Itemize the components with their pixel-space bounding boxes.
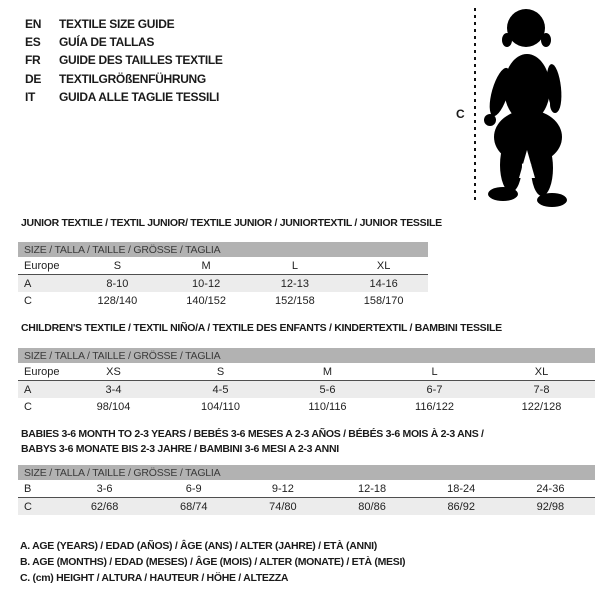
- table-cell: XL: [534, 365, 549, 378]
- table-cell: M: [322, 365, 333, 378]
- footnote-legend: [20, 538, 405, 587]
- table-cell: 3-6: [96, 482, 113, 495]
- table-cell: S: [216, 365, 225, 378]
- table-row: [18, 498, 595, 516]
- table-cell: 7-8: [488, 381, 595, 399]
- babies-textile-table: [18, 465, 595, 515]
- table-row: [18, 363, 595, 381]
- table-cell: 14-16: [339, 275, 428, 293]
- table-row: [18, 292, 428, 309]
- table-cell: 116/122: [415, 400, 454, 413]
- childrens-textile-table: [18, 348, 595, 415]
- footnote-age-years: A. AGE (YEARS) / EDAD (AÑOS) / ÂGE (ANS) / ALTER (JAHRE) / ETÀ (ANNI): [20, 540, 377, 552]
- table-cell: 110/116: [308, 400, 347, 413]
- table-cell: 152/158: [274, 294, 315, 307]
- table-cell: 10-12: [162, 275, 251, 293]
- row-label: C: [18, 498, 60, 516]
- height-measure-label: C: [456, 107, 465, 121]
- table-cell: S: [113, 259, 122, 272]
- babies-title-line2: BABYS 3-6 MONATE BIS 2-3 JAHRE / BAMBINI 3-6 MESI A 2-3 ANNI: [21, 442, 339, 455]
- size-header-bar: [18, 348, 595, 363]
- table-cell: 86/92: [417, 498, 506, 516]
- language-code: IT: [25, 89, 36, 104]
- table-cell: 80/86: [327, 498, 416, 516]
- language-code: DE: [25, 71, 42, 86]
- table-cell: 158/170: [363, 294, 404, 307]
- babies-textile-title: [18, 427, 595, 456]
- table-cell: 74/80: [238, 498, 327, 516]
- footnote-age-months: B. AGE (MONTHS) / EDAD (MESES) / ÂGE (MOIS) / ALTER (MONATE) / ETÀ (MESI): [20, 556, 406, 569]
- table-row: [18, 381, 595, 399]
- table-cell: 12-13: [251, 275, 340, 293]
- size-header-bar: [18, 242, 428, 257]
- table-row: [18, 257, 428, 275]
- junior-textile-table: [18, 242, 428, 309]
- table-cell: 140/152: [186, 294, 226, 307]
- table-cell: 24-36: [536, 482, 565, 495]
- table-cell: 18-24: [447, 482, 476, 495]
- table-cell: M: [201, 259, 211, 272]
- junior-textile-title: JUNIOR TEXTILE / TEXTIL JUNIOR/ TEXTILE JUNIOR / JUNIORTEXTIL / JUNIOR TESSILE: [21, 217, 442, 229]
- table-cell: 122/128: [521, 400, 562, 413]
- language-code: ES: [25, 35, 41, 50]
- language-title: GUÍA DE TALLAS: [59, 35, 155, 50]
- row-label: Europe: [24, 259, 60, 272]
- table-cell: L: [431, 365, 438, 378]
- junior-textile-section: [18, 217, 442, 309]
- language-row: [25, 33, 223, 51]
- language-title: GUIDA ALLE TAGLIE TESSILI: [59, 89, 220, 104]
- table-cell: 4-5: [167, 381, 274, 399]
- row-label: C: [24, 294, 32, 307]
- language-title: TEXTILGRÖßENFÜHRUNG: [59, 71, 206, 86]
- table-row: [18, 275, 428, 293]
- language-code: FR: [25, 53, 41, 68]
- row-label: A: [18, 275, 73, 293]
- size-header-label: SIZE / TALLA / TAILLE / GRÖSSE / TAGLIA: [18, 348, 595, 363]
- table-cell: 6-7: [381, 381, 488, 399]
- row-label: A: [18, 381, 60, 399]
- babies-textile-section: [18, 427, 595, 515]
- footnote-height-cm: C. (cm) HEIGHT / ALTURA / HAUTEUR / HÖHE / ALTEZZA: [20, 572, 289, 585]
- table-cell: 5-6: [274, 381, 381, 399]
- table-cell: 9-12: [271, 482, 294, 495]
- table-cell: 12-18: [357, 482, 387, 495]
- language-row: [25, 88, 223, 106]
- size-header-label: SIZE / TALLA / TAILLE / GRÖSSE / TAGLIA: [18, 242, 428, 257]
- row-label: C: [24, 400, 32, 413]
- table-cell: 128/140: [97, 294, 138, 307]
- size-header-label: SIZE / TALLA / TAILLE / GRÖSSE / TAGLIA: [18, 465, 595, 480]
- size-header-bar: [18, 465, 595, 480]
- table-cell: XS: [106, 365, 121, 378]
- table-cell: 92/98: [506, 498, 595, 516]
- language-title: TEXTILE SIZE GUIDE: [59, 17, 175, 31]
- childrens-textile-title: CHILDREN'S TEXTILE / TEXTIL NIÑO/A / TEXTILE DES ENFANTS / KINDERTEXTIL / BAMBINI TESSILE: [21, 322, 502, 334]
- table-row: [18, 398, 595, 415]
- table-row: [18, 480, 595, 498]
- table-cell: 98/104: [96, 400, 131, 413]
- row-label: Europe: [24, 365, 60, 378]
- language-row: [25, 15, 223, 33]
- table-cell: 104/110: [201, 400, 240, 413]
- table-cell: 3-4: [60, 381, 167, 399]
- row-label: B: [24, 482, 32, 495]
- toddler-silhouette-icon: [470, 0, 600, 215]
- language-code: EN: [25, 17, 42, 31]
- childrens-textile-section: [18, 322, 595, 415]
- table-cell: XL: [376, 259, 391, 272]
- language-title: GUIDE DES TAILLES TEXTILE: [59, 53, 223, 68]
- table-cell: 6-9: [185, 482, 202, 495]
- language-row: [25, 70, 223, 88]
- language-title-list: [25, 15, 223, 106]
- table-cell: 8-10: [73, 275, 162, 293]
- language-row: [25, 51, 223, 69]
- table-cell: L: [291, 259, 298, 272]
- babies-title-line1: BABIES 3-6 MONTH TO 2-3 YEARS / BEBÉS 3-6 MESES A 2-3 AÑOS / BÉBÉS 3-6 MOIS À 2-3 ANS /: [21, 428, 484, 440]
- table-cell: 62/68: [60, 498, 149, 516]
- table-cell: 68/74: [149, 498, 238, 516]
